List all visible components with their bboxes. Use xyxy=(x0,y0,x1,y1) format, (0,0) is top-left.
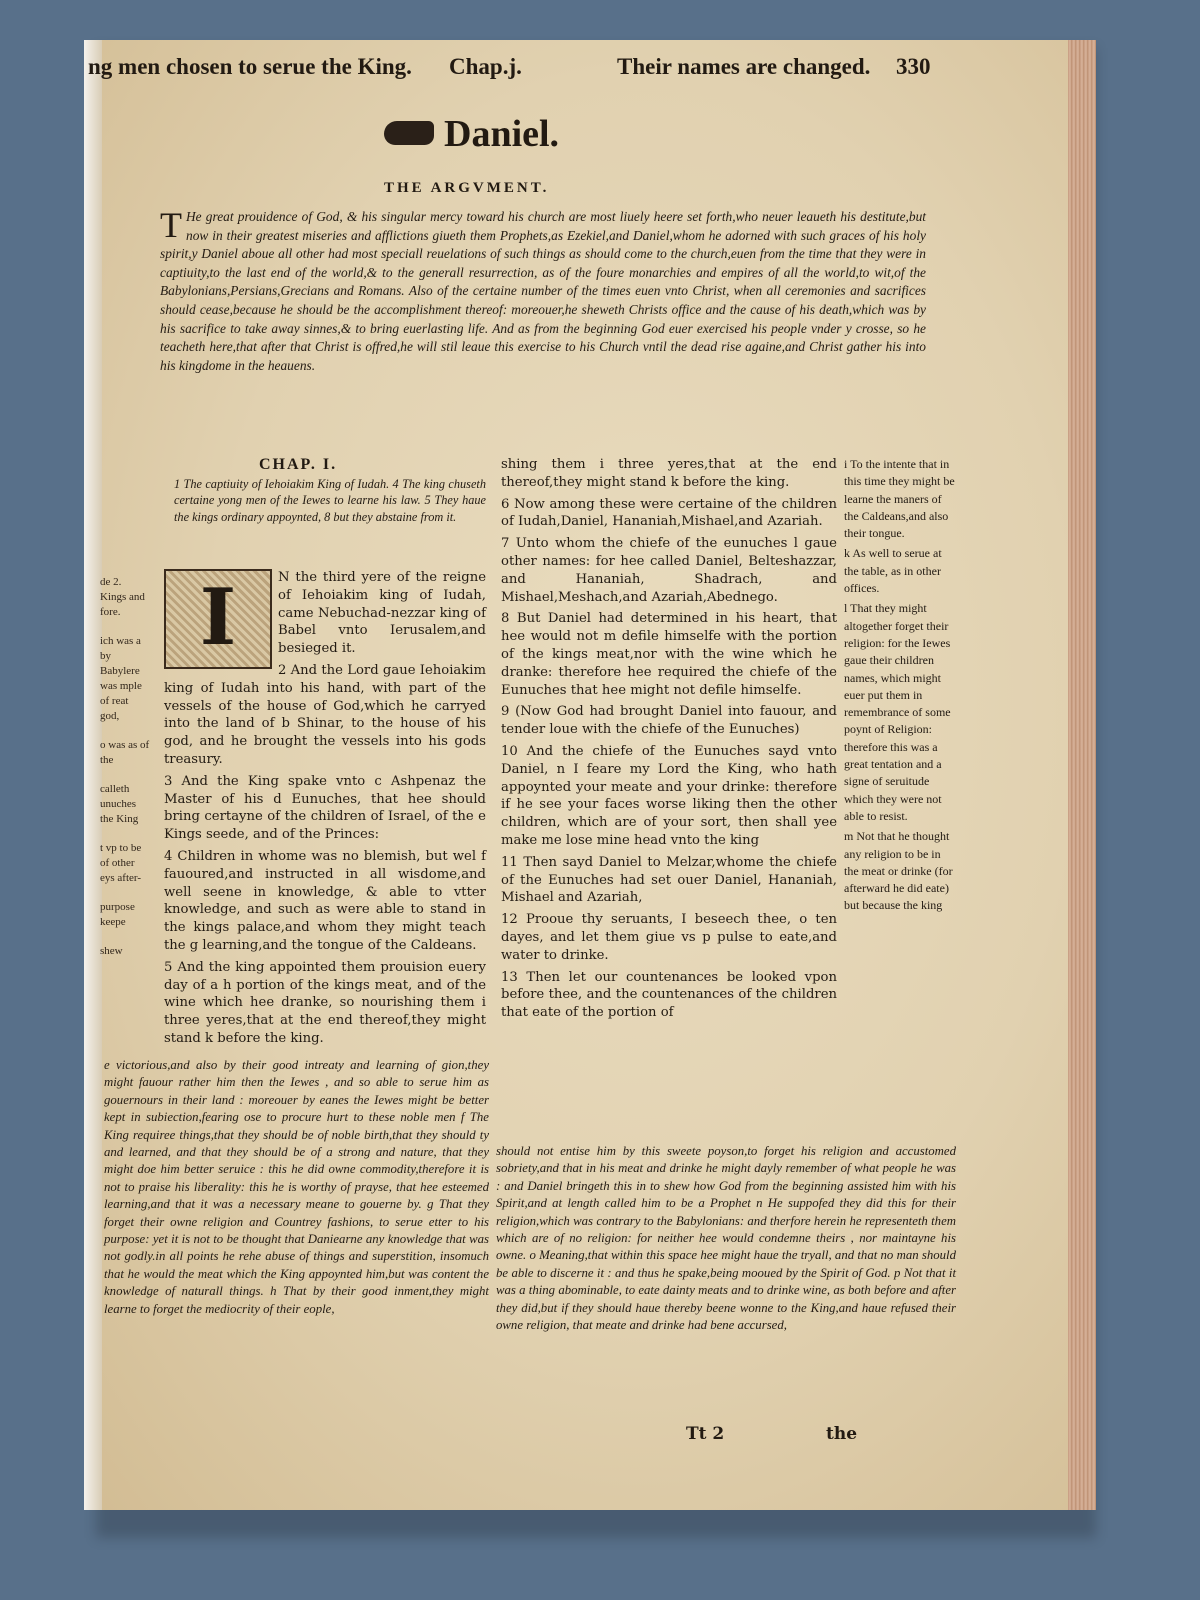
chapter-summary: 1 The captiuity of Iehoiakim King of Iudah. 4 The king chuseth certaine yong men of the Iewes to learne his law. 5 They haue the kings ordinary appoynted, 8 but they abstaine from it. xyxy=(174,477,486,524)
verse-13: 13 Then let our countenances be looked vpon before thee, and the countenances of the children that eate of the portion of xyxy=(501,969,837,1021)
verse-column-right xyxy=(501,456,837,1026)
verse-2: 2 And the Lord gaue Iehoiakim king of Iudah into his hand, with part of the vessels of the house of God,which he carryed into the land of b Shinar, to the house of his god, and he brought the vessels into his gods treasury. xyxy=(164,662,486,767)
right-margin-note: l That they might altogether forget their religion: for the Iewes gaue their children names, which might euer put them in remembrance of some poynt of Religion: therefore this was a great tentation and a signe of seruitude which they were not able to resist. xyxy=(844,601,951,823)
verse-6: 6 Now among these were certaine of the children of Iudah,Daniel, Hananiah,Mishael,and Azariah. xyxy=(501,496,837,530)
left-margin-note: o was as of the xyxy=(100,739,150,766)
footnotes-right: should not entise him by this sweete poyson,to forget his religion and accustomed sobriety,and that in his meat and drinke he might dayly remember of what people he was : and Daniel bringeth this in to shew how God from the beginning assisted him with his Spirit,and at length called him to be a Prophet n He suppofed they did this for their religion,which was contrary to the Babylonians: and therfore herein he representeth them which are of no religion: for neither hee would condemne theirs , nor maintayne his owne. o Meaning,that within this space hee might haue the tryall, and that no man should be able to discerne it : and thus he spake,being mooued by the Spirit of God. p Not that it was a thing abominable, to eate dainty meats and to drinke wine, as both before and after they did,but if they should haue thereby beene wonne to the King,and haue refused their owne religion, that meate and drinke had bene accursed, xyxy=(496,1144,956,1333)
page-edge xyxy=(1068,40,1096,1510)
running-head-left: ng men chosen to serue the King. xyxy=(88,54,412,79)
left-margin-note: ich was a by Babylere was mple of reat god, xyxy=(100,635,142,722)
right-margin-notes xyxy=(844,456,958,918)
verse-7: 7 Unto whom the chiefe of the eunuches l gaue other names: for hee called Daniel, Belteshazzar, and Hananiah, Shadrach, and Mishael,Meshach,and Azariah,Abednego. xyxy=(501,536,837,605)
historiated-initial: I xyxy=(164,569,272,669)
left-margin-note: t vp to be of other eys after- xyxy=(100,842,142,884)
left-margin-note: purpose keepe xyxy=(100,901,135,928)
folio-number: 330 xyxy=(896,54,931,79)
left-margin-note: calleth unuches the King xyxy=(100,783,139,825)
book-title-text: Daniel. xyxy=(444,113,560,155)
left-margin-note: de 2. Kings and fore. xyxy=(100,576,145,618)
argument-body: He great prouidence of God, & his singular mercy toward his church are most liuely heere set forth,who neuer leaueth his destitute,but now in their greatest miseries and afflictions giueth them Prophets,as Ezekiel,and Daniel,whom he adorned with such graces of his holy spirit,y Daniel aboue all other had most speciall reuelations of such things as should come to the church,euen from the time that they were in captiuity,to the last end of the world,& to the generall resurrection, as of the foure monarchies and empires of all the world,to wit,of the Babylonians,Persians,Grecians and Romans. Also of the certaine number of the times euen vnto Christ, when all ceremonies and sacrifices should cease,because he should be the accomplishment thereof: moreouer,he sheweth Christs office and the cause of his death,which was by his sacrifice to take away sinnes,& to bring euerlasting life. And as from the beginning God euer exercised his people vnder y crosse, so he teacheth here,that after that Christ is offred,he will stil leaue this exercise to his Church vntil the dead rise againe,and Christ gather his into his kingdome in the heauens. xyxy=(160,209,926,373)
verse-5: 5 And the king appointed them prouision euery day of a h portion of the kings meat, and of the wine which hee dranke, so nourishing them i three yeres,that at the end thereof,they might stand k before the king. xyxy=(164,959,486,1046)
verse-11: 11 Then sayd Daniel to Melzar,whome the chiefe of the Eunuches had set ouer Daniel, Hananiah, Mishael and Azariah, xyxy=(501,854,837,906)
left-margin-notes xyxy=(100,575,150,973)
running-head xyxy=(84,54,1044,94)
argument-heading: THE ARGVMENT. xyxy=(384,180,550,196)
argument-text xyxy=(160,205,926,375)
verse-9: 9 (Now God had brought Daniel into fauour, and tender loue with the chiefe of the Eunuches) xyxy=(501,704,837,738)
catchword: the xyxy=(826,1424,858,1444)
footnotes-left: e victorious,and also by their good intreaty and learning of gion,they might fauour rather him then the Iewes , and so able to serue him as gouernours in their land : moreouer by eanes the Iewes might be better kept in subiection,fearing ose to procure hurt to these noble men f The King requiree things,that they should be of noble birth,that they should ty and learned, and that they should be of a strong and nature, that they might doe him better seruice : this he did owne commodity,therefore it is not to praise his liberality: this he is worthy of prayse, that hee esteemed learning,and that it was a necessary meane to gouerne by. g That they forget their owne religion and Countrey fashions, to serue etter to his purpose: yet it is not to be thought that Daniearne any knowledge that was not godly.in all points he rehe abuse of things and superstition, insomuch that he would the meat which the King appoynted him,but was content the knowledge of naturall things. h That by their good inment,they might learne to forget the mediocrity of their eople, xyxy=(104,1058,489,1316)
right-margin-note: k As well to serue at the table, as in other offices. xyxy=(844,546,942,596)
book-title xyxy=(384,112,559,156)
signature-mark: Tt 2 xyxy=(686,1424,725,1444)
verse-5-continued: shing them i three yeres,that at the end thereof,they might stand k before the king. xyxy=(501,457,837,490)
running-head-chapter: Chap.j. xyxy=(449,54,522,79)
left-margin-note: shew xyxy=(100,945,123,957)
verse-10: 10 And the chiefe of the Eunuches sayd vnto Daniel, n I feare my Lord the King, who hath appoynted your meate and your drinke: therefore if he see your faces worse liking then the other children, which are of your sort, then shall yee make me lose mine head vnto the king xyxy=(501,743,837,848)
chapter-heading: CHAP. I. xyxy=(259,456,338,473)
verse-column-left xyxy=(164,569,486,1052)
argument-drop-letter: T xyxy=(160,205,182,245)
verse-8: 8 But Daniel had determined in his heart, that hee would not m defile himselfe with the portion of the kings meat,nor with the wine which he dranke: therefore hee required the chiefe of the Eunuches that hee might not defile himselfe. xyxy=(501,611,837,698)
right-margin-note: m Not that he thought any religion to be in the meat or drinke (for afterward he did eate) but because the king xyxy=(844,829,953,913)
verse-4: 4 Children in whome was no blemish, but wel f fauoured,and instructed in all wisdome,and well seene in knowledge, & able to vtter knowledge, and such as were able to stand in the kings palace,and whom they might teach the g learning,and the tongue of the Caldeans. xyxy=(164,848,486,953)
verse-1: I N the third yere of the reigne of Iehoiakim king of Iudah, came Nebuchad-nezzar king of Babel vnto Ierusalem,and besieged it. xyxy=(164,569,486,658)
verse-3: 3 And the King spake vnto c Ashpenaz the Master of his d Eunuches, that hee should bring certayne of the children of Israel, of the e Kings seede, and of the Princes: xyxy=(164,773,486,843)
right-margin-note: i To the intente that in this time they might be learne the maners of the Caldeans,and also their tongue. xyxy=(844,457,955,541)
running-head-right: Their names are changed. xyxy=(617,54,871,79)
pointing-hand-icon xyxy=(384,121,434,145)
verse-12: 12 Prooue thy seruants, I beseech thee, o ten dayes, and let them giue vs p pulse to eate,and water to drinke. xyxy=(501,912,837,963)
book-page xyxy=(84,40,1096,1510)
